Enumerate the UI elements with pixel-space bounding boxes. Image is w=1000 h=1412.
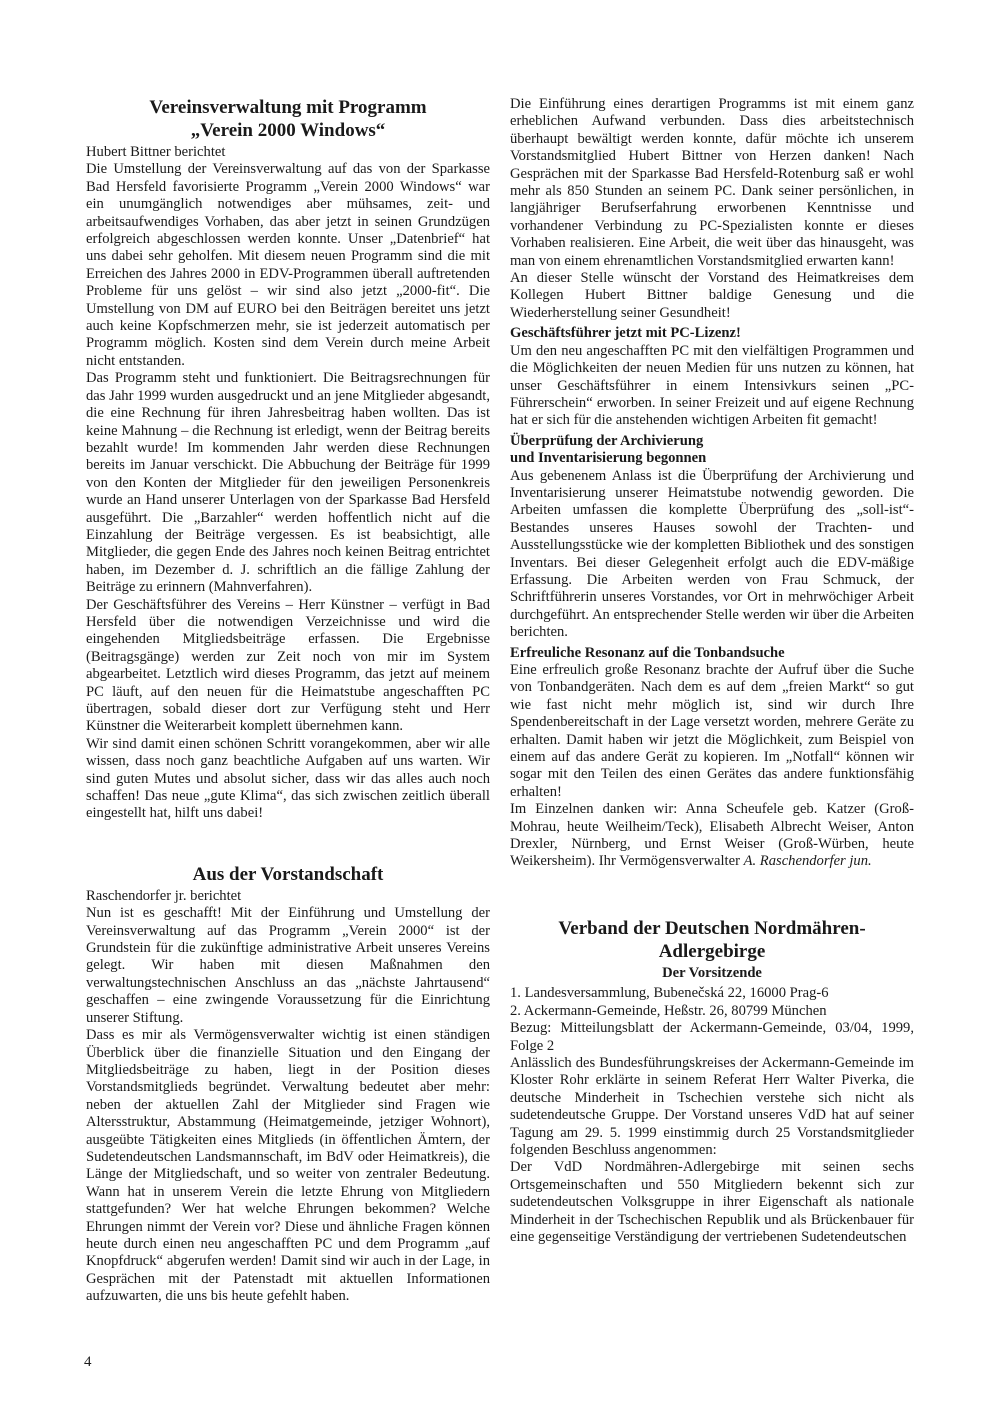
article2-paragraph: Dass es mir als Vermögensverwalter wichtig ist einen ständigen Überblick über die finanzielle Situation und den Eingang der Mitgliedsbeiträge zu haben, liegt in der Position dieses Vorstandsmitglieds begründet. Verwaltung bedeutet aber mehr: neben der aktuellen Zahl der Mitglieder sind Fragen wie Altersstruktur, Abstammung (Heimatgemeinde, jetziger Wohnort), ausgeübte Tätigkeiten eines Mitglieds (in öffentlichen Ämtern, der Sudetendeutschen Landsmannschaft, im BdV oder Heimatkreis), die Länge der Mitgliedschaft, und so weiter von zentraler Bedeutung. Wann hat in unserem Verein die letzte Ehrung von Mitgliedern stattgefunden? Wer hat welche Ehrungen bekommen? Welche Ehrungen nimmt der Verein vor? Diese und ähnliche Fragen können heute durch einen neu angeschafften PC und dem Programm „auf Knopfdruck“ abgerufen werden! Damit sind wir auch in der Lage, in Gesprächen mit der Patenstadt mit aktuellen Informationen aufzuwarten, die uns bis heute gefehlt haben.: [86, 1027, 490, 1305]
article3-subtitle: Der Vorsitzende: [662, 964, 762, 981]
article1-title-line2: „Verein 2000 Windows“: [190, 120, 386, 141]
article2-paragraph: Die Einführung eines derartigen Programms ist mit einem ganz erheblichen Aufwand verbunden. Dass dies arbeitstechnisch überhaupt bewältigt werden konnte, dafür möchte ich unserem Vorstandsmitglied Hubert Bittner von Herzen danken! Nach Gesprächen mit der Sparkasse Bad Hersfeld-Rotenburg saß er wohl mehr als 850 Stunden an seinem PC. Dank seiner persönlichen, in langjähriger Berufserfahrung erworbenen Kenntnisse und vorhandener Verbindung zu PC-Spezialisten konnte er dieses Vorhaben realisieren. Eine Arbeit, die weit über das hinausgeht, was man von einem ehrenamtlichen Vorstandsmitglied erwarten kann!: [510, 96, 914, 269]
subheading-archive: [510, 433, 914, 468]
article3-paragraph: Der VdD Nordmähren-Adlergebirge mit seinen sechs Ortsgemeinschaften und 550 Mitgliedern bekennt sich zur sudetendeutschen Volksgruppe in ihrer Eigenschaft als nationale Minderheit in der Tschechischen Republik und als Brückenbauer für eine gegenseitige Verständigung der vertriebenen Sudetendeutschen: [510, 1159, 914, 1245]
subheading-pc-license: Geschäftsführer jetzt mit PC-Lizenz!: [510, 325, 741, 342]
address-line: 1. Landesversammlung, Bubenečská 22, 16000 Prag-6: [510, 985, 829, 1002]
thanks-paragraph: [510, 801, 914, 871]
tape-search-text: Eine erfreulich große Resonanz brachte der Aufruf über die Suche von Tonbandgeräten. Nach dem es auf dem „freien Markt“ so gut wie fast nicht mehr möglich ist, sind wir durch Ihre Spendenbereitschaft in der Lage versetzt worden, mehrere Geräte zu erhalten. Damit haben wir jetzt die Möglichkeit, zum Beispiel von einem auf das andere Gerät zu kopieren. Im „Notfall“ können wir sogar mit den Teilen des einen Gerätes das andere funktionsfähig erhalten!: [510, 662, 914, 800]
article2-title: Aus der Vorstandschaft: [192, 863, 384, 885]
subheading-tape-search: Erfreuliche Resonanz auf die Tonbandsuche: [510, 644, 785, 661]
article1-paragraph: Wir sind damit einen schönen Schritt vorangekommen, aber wir alle wissen, dass noch ganz beachtliche Aufgaben auf uns warten. Wir sind guten Mutes und absolut sicher, dass wir das alles auch noch schaffen! Das neue „gute Klima“, das sich zwischen zeitlich überall eingestellt hat, hilft uns dabei!: [86, 735, 490, 822]
article1-paragraph: Die Umstellung der Vereinsverwaltung auf das von der Sparkasse Bad Hersfeld favorisierte Programm „Verein 2000 Windows“ war ein unumgänglich notwendiges aber mühsames, zeit- und arbeitsaufwendiges Vorhaben, das aber jetzt in seinen Grundzügen erfolgreich abgeschlossen werden konnte. Unser „Datenbrief“ hat uns dabei sehr geholfen. Mit diesem neuen Programm sind die mit Erreichen des Jahres 2000 in EDV-Programmen überall auftretenden Probleme für uns gelöst – wir sind also jetzt „2000-fit“. Die Umstellung von DM auf EURO bei den Beiträgen bereitet uns jetzt auch keine Kopfschmerzen mehr, sie ist jederzeit automatisch per Programm möglich. Kosten sind dem Verein durch meine Arbeit nicht entstanden.: [86, 161, 490, 369]
address-line: 2. Ackermann-Gemeinde, Heßstr. 26, 80799 München: [510, 1002, 827, 1019]
article1-paragraph: Das Programm steht und funktioniert. Die Beitragsrechnungen für das Jahr 1999 wurden ausgedruckt und an jene Mitglieder abgesandt, die eine Rechnung für ihren Jahresbeitrag haben wollten. Das ist keine Mahnung – die Rechnung ist erledigt, wenn der Beitrag bereits bezahlt wurde! Im kommenden Jahr werden diese Rechnungen bereits im Januar verschickt. Die Abbuchung der Beiträge für 1999 von den Konten der Mitglieder für den jeweiligen Personenkreis wurde an Hand unserer Unterlagen von der Sparkasse Bad Hersfeld ausgeführt. Die „Barzahler“ werden hoffentlich nicht auf die Einzahlung der Beiträge vergessen. Es ist beabsichtigt, alle Mitglieder, die gegen Ende des Jahres noch keinen Beitrag entrichtet haben, im Dezember d. J. schriftlich an die fällige Zahlung der Beiträge zu erinnern (Mahnverfahren).: [86, 370, 490, 596]
article3-title: Verband der Deutschen Nordmähren-Adlergebirge: [558, 917, 866, 962]
article2-paragraph: Nun ist es geschafft! Mit der Einführung und Umstellung der Vereinsverwaltung auf das Programm „Verein 2000“ ist der Grundstein für die zukünftige administrative Arbeit unseres Vereins gelegt. Wir haben mit diesen Maßnahmen den verwaltungstechnischen Anschluss an das „nächste Jahrtausend“ geschaffen – eine zwingende Voraussetzung für die Einrichtung unserer Stiftung.: [86, 905, 490, 1026]
right-column: [510, 96, 914, 1246]
article2-byline: Raschendorfer jr. berichtet: [86, 887, 242, 904]
left-column: [86, 96, 490, 1306]
page-number: 4: [84, 1354, 92, 1370]
thanks-text: Im Einzelnen danken wir: Anna Scheufele geb. Katzer (Groß-Mohrau, heute Weilheim/Teck), Elisabeth Albrecht Weiser, Anton Drexler, Nürnberg, und Ernst Weiser (Groß-Würben, heute Weikersheim). Ihr Vermögensverwalter: [510, 801, 914, 870]
article1-byline: Hubert Bittner berichtet: [86, 144, 226, 160]
article2-paragraph: An dieser Stelle wünscht der Vorstand des Heimatkreises dem Kollegen Hubert Bittner baldige Genesung und die Wiederherstellung seiner Gesundheit!: [510, 270, 914, 321]
signature: A. Raschendorfer jun.: [743, 853, 872, 870]
article1-paragraph: Der Geschäftsführer des Vereins – Herr Künstner – verfügt in Bad Hersfeld über die notwendigen Verzeichnisse und wird die eingehenden Mitgliedsbeiträge erfassen. Die Ergebnisse (Beitragsgänge) werden zur Zeit noch von mir im System abgearbeitet. Letztlich wird dieses Programm, das jetzt auf meinem PC läuft, auf den neuen für die Heimatstube angeschafften PC übertragen, sobald dieser dort zur Verfügung steht und Herr Künstner die Weiterarbeit komplett übernehmen kann.: [86, 596, 490, 735]
reference-line: Bezug: Mitteilungsblatt der Ackermann-Gemeinde, 03/04, 1999, Folge 2: [510, 1020, 914, 1054]
subheading-archive-line1: Überprüfung der Archivierung: [510, 432, 704, 449]
article3-paragraph: Anlässlich des Bundesführungskreises der Ackermann-Gemeinde im Kloster Rohr erklärte in seinem Referat Herr Walter Piverka, die deutsche Minderheit in Tschechien verstehe sich nicht als sudetendeutsche Gruppe. Der Vorstand unseres VdD hat auf seiner Tagung am 29. 5. 1999 einstimmig durch 25 Vorstandsmitglieder folgenden Beschluss angenommen:: [510, 1054, 914, 1158]
pc-license-text: Um den neu angeschafften PC mit den vielfältigen Programmen und die Möglichkeiten der neuen Medien für uns nutzen zu können, hat unser Geschäftsführer in einem Intensivkurs seinen „PC-Führerschein“ erworben. In seiner Freizeit und auf eigene Rechnung hat er sich für die anstehenden wichtigen Arbeiten fit gemacht!: [510, 342, 914, 429]
article1-title-line1: Vereinsverwaltung mit Programm: [149, 97, 427, 118]
archive-text: Aus gebenenem Anlass ist die Überprüfung der Archivierung und Inventarisierung unserer Heimatstube notwendig geworden. Die Arbeiten umfassen die komplette Überprüfung des „soll-ist“-Bestandes unseres Hauses sowohl der Trachten- und Ausstellungsstücke wie der kompletten Bibliothek und des sonstigen Inventars. Bei dieser Gelegenheit erfolgt auch die EDV-mäßige Erfassung. Die Arbeiten werden von Frau Schmuck, der Schriftführerin unseres Vorstandes, vor Ort in mehrwöchiger Arbeit durchgeführt. An entsprechender Stelle werden wir über die Arbeiten berichten.: [510, 467, 914, 641]
article1-title: [86, 96, 490, 142]
subheading-archive-line2: und Inventarisierung begonnen: [510, 450, 707, 467]
